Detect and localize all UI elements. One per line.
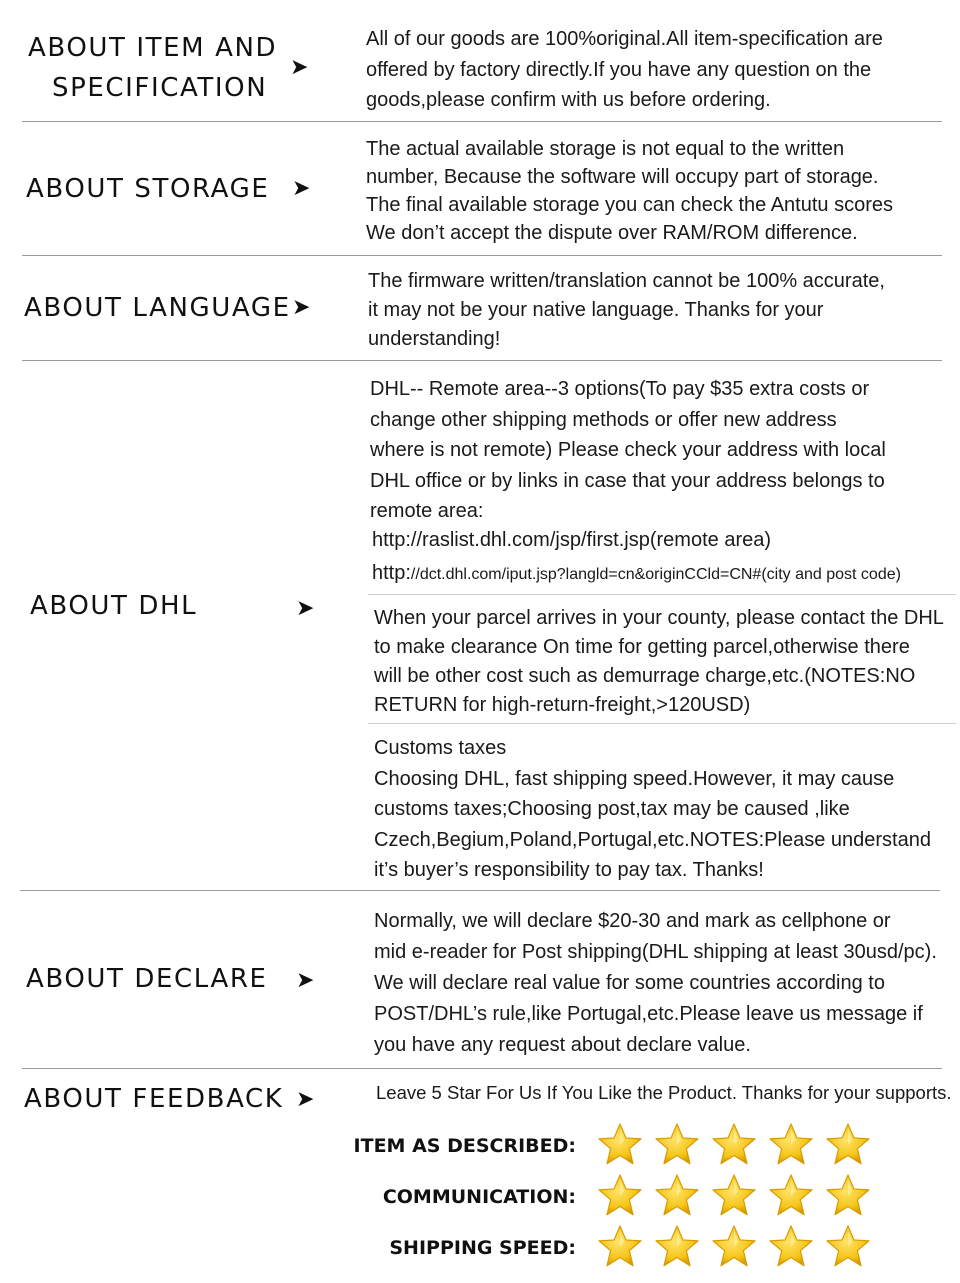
- divider: [22, 1068, 942, 1069]
- item-spec-text: [366, 24, 883, 116]
- declare-line: mid e-reader for Post shipping(DHL shipping at least 30usd/pc).: [374, 941, 937, 963]
- dhl-link-city-post-code[interactable]: [372, 560, 901, 588]
- star-icon[interactable]: [768, 1122, 814, 1168]
- arrow-right-icon: ➤: [292, 295, 311, 320]
- divider: [20, 890, 940, 891]
- declare-line: Normally, we will declare $20-30 and mark as cellphone or: [374, 910, 891, 932]
- rating-label-shipping-speed: SHIPPING SPEED:: [389, 1237, 576, 1259]
- star-icon[interactable]: [768, 1224, 814, 1270]
- star-icon[interactable]: [654, 1224, 700, 1270]
- dhl-line: will be other cost such as demurrage charge,etc.(NOTES:NO: [374, 665, 916, 687]
- arrow-right-icon: ➤: [296, 1087, 315, 1112]
- language-heading: ABOUT LANGUAGE: [24, 293, 291, 323]
- dhl-line: DHL office or by links in case that your address belongs to: [370, 469, 885, 492]
- item-spec-heading-line2: SPECIFICATION: [52, 73, 268, 103]
- declare-text: [374, 906, 937, 1061]
- dhl-line: Czech,Begium,Poland,Portugal,etc.NOTES:Please understand: [374, 828, 931, 851]
- storage-line: The actual available storage is not equal to the written: [366, 138, 845, 160]
- storage-line: number, Because the software will occupy part of storage.: [366, 166, 879, 188]
- star-icon[interactable]: [654, 1122, 700, 1168]
- rating-stars-communication[interactable]: [597, 1173, 871, 1219]
- dhl-customs-text: [374, 733, 931, 886]
- storage-line: The final available storage you can check the Antutu scores: [366, 194, 893, 216]
- dhl-line: When your parcel arrives in your county, please contact the DHL: [374, 607, 944, 629]
- item-spec-line: offered by factory directly.If you have any question on the: [366, 58, 872, 81]
- dhl-line: to make clearance On time for getting parcel,otherwise there: [374, 636, 910, 658]
- dhl-line: DHL-- Remote area--3 options(To pay $35 extra costs or: [370, 378, 870, 400]
- dhl-remote-text: [370, 374, 886, 527]
- item-spec-line: goods,please confirm with us before ordering.: [366, 89, 771, 111]
- declare-line: POST/DHL’s rule,like Portugal,etc.Please leave us message if: [374, 1003, 923, 1025]
- dhl-line: remote area:: [370, 500, 484, 522]
- star-icon[interactable]: [768, 1173, 814, 1219]
- divider: [368, 594, 956, 595]
- star-icon[interactable]: [825, 1173, 871, 1219]
- dhl-line: RETURN for high-return-freight,>120USD): [374, 694, 751, 716]
- divider: [22, 121, 942, 122]
- language-line: it may not be your native language. Thanks for your: [368, 299, 824, 321]
- star-icon[interactable]: [825, 1224, 871, 1270]
- divider: [22, 360, 942, 361]
- dhl-link2-prefix: http:: [372, 562, 411, 584]
- feedback-intro: Leave 5 Star For Us If You Like the Product. Thanks for your supports.: [376, 1082, 952, 1103]
- dhl-line: it’s buyer’s responsibility to pay tax. Thanks!: [374, 859, 764, 881]
- rating-stars-shipping-speed[interactable]: [597, 1224, 871, 1270]
- arrow-right-icon: ➤: [296, 596, 315, 621]
- declare-line: We will declare real value for some countries according to: [374, 972, 885, 994]
- storage-line: We don’t accept the dispute over RAM/ROM difference.: [366, 222, 858, 244]
- declare-line: you have any request about declare value.: [374, 1034, 751, 1056]
- divider: [22, 255, 942, 256]
- dhl-line: change other shipping methods or offer new address: [370, 408, 837, 431]
- rating-stars-item-as-described[interactable]: [597, 1122, 871, 1168]
- feedback-heading: ABOUT FEEDBACK: [24, 1084, 284, 1114]
- dhl-clearance-text: [374, 604, 944, 720]
- rating-label-item-as-described: ITEM AS DESCRIBED:: [353, 1135, 576, 1157]
- star-icon[interactable]: [597, 1122, 643, 1168]
- language-line: The firmware written/translation cannot be 100% accurate,: [368, 270, 885, 292]
- item-spec-line: All of our goods are 100%original.All item-specification are: [366, 28, 883, 50]
- arrow-right-icon: ➤: [296, 968, 315, 993]
- dhl-link2-rest: //dct.dhl.com/iput.jsp?langld=cn&originCCld=CN#(city and post code): [410, 566, 901, 583]
- dhl-line: customs taxes;Choosing post,tax may be caused ,like: [374, 798, 850, 820]
- language-text: [368, 267, 885, 354]
- star-icon[interactable]: [711, 1173, 757, 1219]
- star-icon[interactable]: [711, 1224, 757, 1270]
- dhl-line: Choosing DHL, fast shipping speed.However, it may cause: [374, 767, 895, 790]
- storage-heading: ABOUT STORAGE: [26, 174, 270, 204]
- star-icon[interactable]: [654, 1173, 700, 1219]
- star-icon[interactable]: [597, 1224, 643, 1270]
- dhl-line: Customs taxes: [374, 737, 507, 759]
- item-spec-heading-2: [52, 62, 267, 114]
- star-icon[interactable]: [597, 1173, 643, 1219]
- rating-label-communication: COMMUNICATION:: [382, 1186, 576, 1208]
- storage-text: [366, 135, 893, 247]
- dhl-line: where is not remote) Please check your address with local: [370, 439, 886, 461]
- arrow-right-icon: ➤: [292, 176, 311, 201]
- star-icon[interactable]: [825, 1122, 871, 1168]
- declare-heading: ABOUT DECLARE: [26, 964, 268, 994]
- item-spec-heading-line1: ABOUT ITEM AND: [28, 33, 278, 63]
- dhl-heading: ABOUT DHL: [30, 591, 198, 621]
- arrow-right-icon: ➤: [290, 55, 309, 80]
- divider: [368, 723, 956, 724]
- star-icon[interactable]: [711, 1122, 757, 1168]
- language-line: understanding!: [368, 328, 501, 350]
- dhl-link-remote-area[interactable]: http://raslist.dhl.com/jsp/first.jsp(remote area): [372, 529, 772, 551]
